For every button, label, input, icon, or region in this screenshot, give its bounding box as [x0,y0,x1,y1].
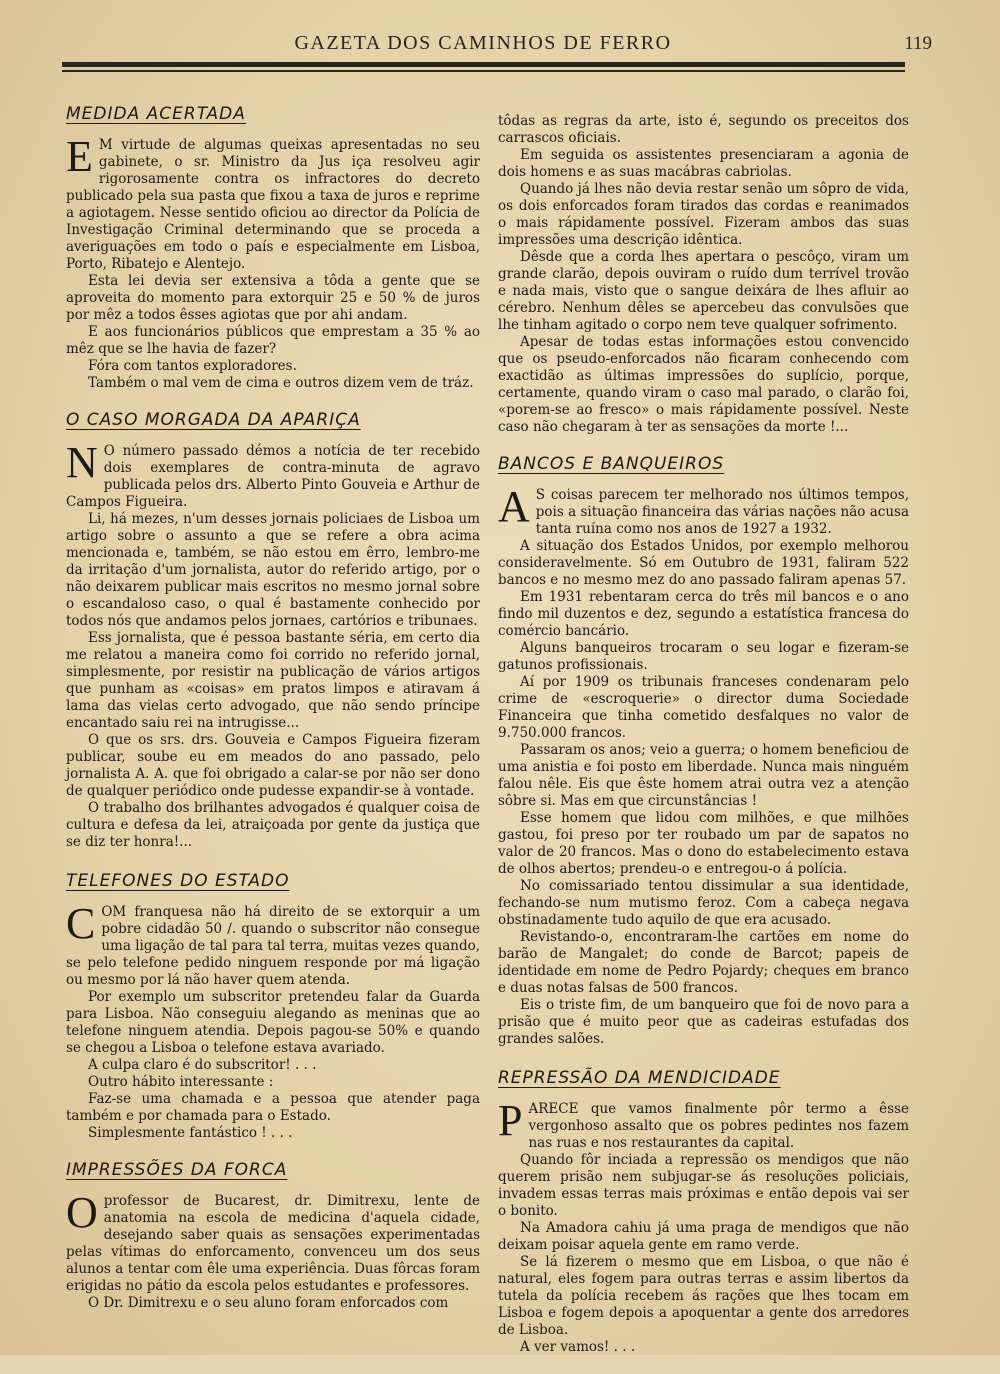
lead-text: M virtude de algumas queixas apresentadas no seu gabinete, o sr. Ministro da Jus iça resolveu agir rigorosamente contra os infractores do decreto publicado pela sua pasta que fixou a taxa de juros e reprime a agiotagem. Nesse sentido oficiou ao director da Polícia de Investigação Criminal determinando que se proceda a averiguações em todo o país e especialmente em Lisboa, Porto, Ribatejo e Alentejo. [66,137,480,272]
paragraph: Na Amadora cahiu já uma praga de mendigos que não deixam poisar aquela gente em ramo verde. [498,1220,909,1253]
paragraph: tôdas as regras da arte, isto é, segundo os preceitos dos carrascos oficiais. [498,113,909,146]
article-repressao-mendicidade [498,1070,909,1356]
paragraph: Quando já lhes não devia restar senão um sôpro de vida, os dois enforcados foram tirados das cordas e reanimados o mais rápidamente possível. Fizeram ambos das suas impressões uma descrição idêntica. [498,181,909,248]
article-lead [66,438,480,511]
article-heading: REPRESSÃO DA MENDICIDADE [498,1068,781,1088]
paragraph: Simplesmente fantástico ! . . . [88,1125,293,1141]
paragraph: Faz-se uma chamada e a pessoa que atender paga também e por chamada para o Estado. [66,1091,480,1124]
paragraph: O que os srs. drs. Gouveia e Campos Figueira fizeram publicar, soube eu em meados do ano passado, pelo jornalista A. A. que foi obrigado a calar-se por não ser dono de qualquer periódico onde pudesse expandir-se à vontade. [66,732,480,799]
right-column [498,113,909,1374]
lead-text: S coisas parecem ter melhorado nos últimos tempos, pois a situação financeira das várias nações não acusa tanta ruína como nos anos de 1927 a 1932. [535,487,909,537]
paragraph: Em seguida os assistentes presenciaram a agonia de dois homens e as suas macábras cabriolas. [498,147,909,180]
lead-text: ARECE que vamos finalmente pôr termo a êsse vergonhoso assalto que os pobres pedintes nos fazem nas ruas e nos restaurantes da capital. [528,1101,909,1151]
article-impressoes-forca-continued [498,113,909,436]
header-rule [62,62,905,78]
article-medida-acertada [66,106,480,392]
drop-cap: O [66,1188,98,1237]
header-rule-thin [62,70,905,72]
article-heading: BANCOS E BANQUEIROS [498,454,725,474]
paragraph: Quando fôr inciada a repressão os mendigos que não querem prisão nem subjugar-se ás resoluções policiais, invadem essas terras mais próximas e então depois vai ser o bonito. [498,1152,909,1219]
paragraph: Li, há mezes, n'um desses jornais policiaes de Lisboa um artigo sobre o assunto a que se refere a obra acima mencionada e, também, se não estou em êrro, lembro-me da irritação d'um jornalista, autor do referido artigo, por o não deixarem publicar mais escritos no mesmo jornal sobre o escandaloso caso, o qual é bastamente conhecido por todos nós que andamos pelos jornaes, cartórios e tribunaes. [66,511,480,629]
article-bancos-banqueiros [498,456,909,1048]
article-lead [498,482,909,538]
paragraph: Esse homem que lidou com milhões, e que milhões gastou, foi preso por ter roubado um par de sapatos no valor de 20 francos. Mas o dono do estabelecimento estava de olhos abertos; prendeu-o e entregou-o á polícia. [498,810,909,877]
drop-cap: E [66,132,93,181]
lead-text: O número passado démos a notícia de ter recebido dois exemplares de contra-minuta de agravo publicada pelos drs. Alberto Pinto Gouveia e Arthur de Campos Figueira. [66,443,480,510]
article-lead [498,1096,909,1152]
paragraph: Aí por 1909 os tribunais franceses condenaram pelo crime de «escroquerie» o director duma Sociedade Financeira que tinha cometido desfalques no valor de 9.750.000 francos. [498,674,909,741]
article-heading: TELEFONES DO ESTADO [66,871,290,891]
article-heading: IMPRESSÕES DA FORCA [66,1160,288,1180]
header-rule-thick [62,62,905,67]
paragraph: No comissariado tentou dissimular a sua identidade, fechando-se num mutismo feroz. Com a cabeça negava obstinadamente tudo aquilo de que era acusado. [498,878,909,928]
drop-cap: C [66,899,96,948]
article-heading: MEDIDA ACERTADA [66,104,246,124]
paragraph: O trabalho dos brilhantes advogados é qualquer coisa de cultura e defesa da lei, atraiçoada por gente da justiça que se diz ter honra!... [66,800,480,850]
article-lead [66,899,480,989]
paragraph: Eis o triste fim, de um banqueiro que foi de novo para a prisão que é muito peor que as cadeiras estufadas dos grandes salões. [498,997,909,1047]
paragraph: Se lá fizerem o mesmo que em Lisboa, o que não é natural, eles fogem para outras terras e assim libertos da tutela da polícia recebem ás rações que lhes tocam em Lisboa e fogem depois a apoquentar a gente dos arredores de Lisboa. [498,1254,909,1338]
paragraph: A ver vamos! . . . [520,1339,636,1355]
article-impressoes-forca [66,1162,480,1312]
lead-text: OM franquesa não há direito de se extorquir a um pobre cidadão 50 /. quando o subscritor não consegue uma ligação de tal para tal terra, muitas vezes quando, se pelo telefone pedido ninguem responde por má ligação ou mesmo por lá não haver quem atenda. [66,904,480,988]
drop-cap: P [498,1096,523,1145]
paragraph: Ess jornalista, que é pessoa bastante séria, em certo dia me relatou a maneira como foi corrido no referido jornal, simplesmente, por resistir na publicação de vários artigos que punham as «coisas» em pratos limpos e atiravam á lama das vielas certo advogado, que não sendo príncipe encantado saiu rei na intrugisse... [66,630,480,731]
lead-text: professor de Bucarest, dr. Dimitrexu, lente de anatomia na escola de medicina d'aquela cidade, desejando saber quais as sensações experimentadas pelas vítimas do enforcamento, convenceu um dos seus alunos a tentar com êle uma experiência. Duas fôrcas foram erigidas no pátio da escola pelos estudantes e professores. [66,1193,480,1294]
paragraph: Outro hábito interessante : [88,1074,274,1090]
paragraph: Também o mal vem de cima e outros dizem vem de tráz. [88,375,474,391]
article-lead [66,132,480,273]
left-column [66,106,480,1330]
article-lead [66,1188,480,1295]
drop-cap: A [498,482,530,531]
paragraph: Por exemplo um subscritor pretendeu falar da Guarda para Lisboa. Não conseguiu alegando as meninas que ao telefone ninguem atendia. Depois pagou-se 50% e quando se chegou a Lisboa o telefone estava avariado. [66,989,480,1056]
paragraph: Revistando-o, encontraram-lhe cartões em nome do barão de Mangalet; do conde de Barcot; papeis de identidade em nome de Pedro Pojardy; cheques em branco e duas notas falsas de 500 francos. [498,929,909,996]
page-number: 119 [904,33,932,54]
article-telefones [66,873,480,1142]
paragraph: Passaram os anos; veio a guerra; o homem beneficiou de uma anistia e foi posto em liberdade. Nunca mais ninguém falou nêle. Eis que êste homem atrai outra vez a atenção sôbre si. Mas em que circunstâncias ! [498,742,909,809]
paragraph: E aos funcionários públicos que emprestam a 35 % ao mêz que se lhe havia de fazer? [66,324,480,357]
paragraph: Dêsde que a corda lhes apertara o pescôço, viram um grande clarão, depois ouviram o ruído dum terrível trovão e nada mais, visto que o sangue deixára de lhes afluir ao cérebro. Nenhum dêles se apercebeu das convulsões que lhe tinham agitado o corpo nem teve qualquer sofrimento. [498,249,909,333]
paragraph: Apesar de todas estas informações estou convencido que os pseudo-enforcados não ficaram conhecendo com exactidão as últimas impressões do suplício, porque, certamente, quando viram o caso mal parado, o clarão foi, «porem-se ao fresco» o mais rápidamente possível. Neste caso não chegaram à ter as sensações da morte !... [498,334,909,435]
paragraph: Esta lei devia ser extensiva a tôda a gente que se aproveita do momento para extorquir 25 e 50 % de juros por mêz a todos êsses agiotas que por ahi andam. [66,273,480,323]
publication-title: GAZETA DOS CAMINHOS DE FERRO [294,32,672,54]
drop-cap: N [66,438,98,487]
masthead [62,30,932,60]
paragraph: Fóra com tantos exploradores. [88,358,297,374]
article-heading: O CASO MORGADA DA APARIÇA [66,410,361,430]
paragraph: Alguns banqueiros trocaram o seu logar e fizeram-se gatunos profissionais. [498,640,909,673]
paragraph: Em 1931 rebentaram cerca do três mil bancos e o ano findo mil duzentos e dez, segundo a estatística francesa do comércio bancário. [498,589,909,639]
paragraph: O Dr. Dimitrexu e o seu aluno foram enforcados com [88,1295,449,1311]
article-caso-morgada [66,412,480,851]
paragraph: A situação dos Estados Unidos, por exemplo melhorou consideravelmente. Só em Outubro de 1931, faliram 522 bancos e no mesmo mez do ano passado faliram apenas 57. [498,538,909,588]
paragraph: A culpa claro é do subscritor! . . . [88,1057,317,1073]
